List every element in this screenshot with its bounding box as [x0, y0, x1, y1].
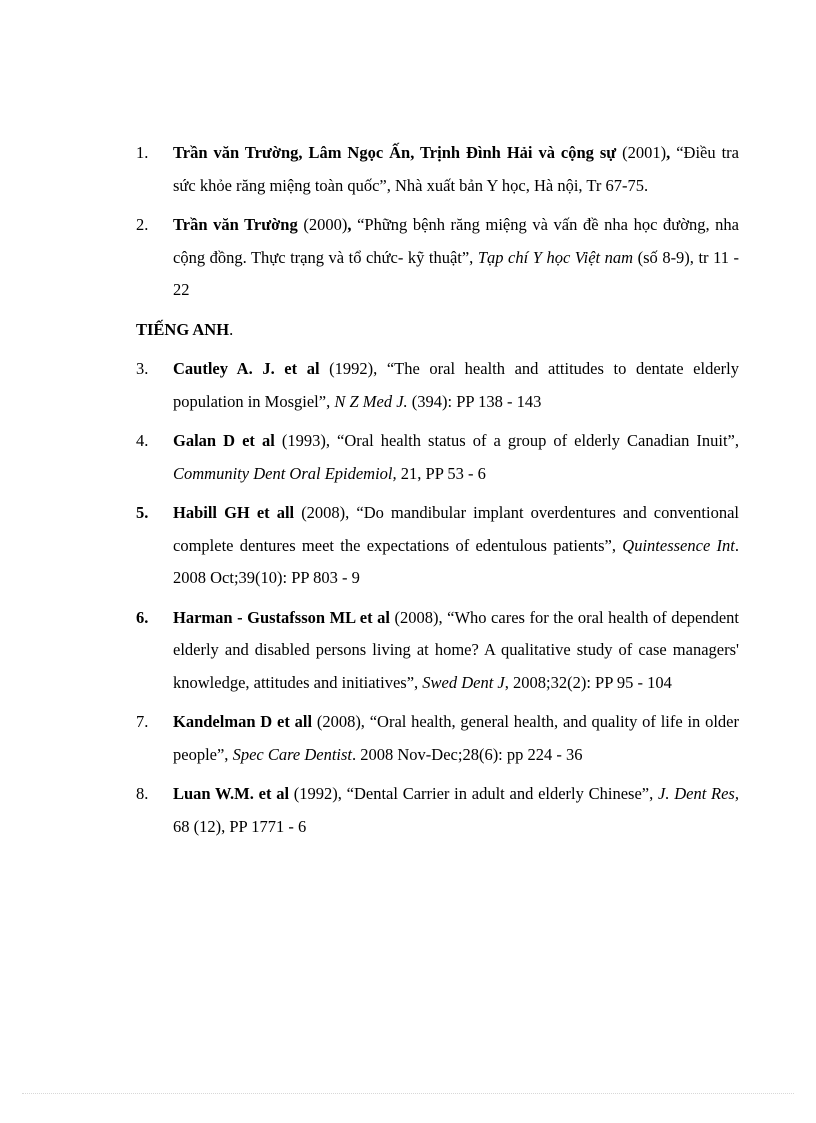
reference-journal: Quintessence Int	[622, 535, 735, 555]
reference-item	[136, 778, 739, 843]
reference-authors: Trần văn Trường	[173, 215, 298, 234]
section-heading	[136, 314, 739, 347]
reference-title: (1993), “Oral health status of a group of elderly Canadian Inuit”,	[274, 431, 739, 450]
reference-number: 3.	[136, 359, 149, 378]
reference-number: 2.	[136, 215, 149, 234]
reference-item	[136, 497, 739, 595]
reference-comma: ,	[666, 143, 671, 162]
reference-journal: Tạp chí Y học Việt nam	[477, 247, 634, 267]
reference-authors: Harman - Gustafsson ML et al	[173, 607, 390, 627]
reference-year: (2000)	[297, 215, 348, 234]
reference-item	[136, 706, 739, 771]
reference-authors: Trần văn Trường, Lâm Ngọc Ấn, Trịnh Đình Hải và cộng sự	[173, 143, 617, 162]
reference-year: (2001)	[616, 143, 667, 162]
reference-journal: N Z Med J.	[334, 391, 408, 411]
reference-journal: Swed Dent J	[422, 672, 505, 692]
reference-details: . 2008 Oct;39(10): PP 803 - 9	[173, 535, 739, 587]
reference-list	[136, 137, 739, 850]
section-heading-dot: .	[229, 319, 234, 339]
reference-title: “Phững bệnh răng miệng và vấn đề nha học đường, nha cộng đồng. Thực trạng và tổ chức- kỹ thuật”,	[173, 215, 740, 267]
reference-item	[136, 602, 739, 700]
reference-authors: Galan D et al	[173, 431, 275, 450]
reference-journal: Community Dent Oral Epidemiol,	[173, 463, 397, 483]
section-heading-text: TIẾNG ANH	[136, 319, 230, 339]
reference-number: 1.	[136, 143, 149, 162]
reference-authors: Luan W.M. et al	[173, 784, 290, 803]
reference-item	[136, 137, 739, 202]
reference-number: 7.	[136, 712, 149, 731]
reference-title: (2008), “Do mandibular implant overdentures and conventional complete dentures meet the expectations of edentulous patients”,	[173, 503, 740, 555]
reference-authors: Kandelman D et all	[173, 712, 313, 731]
reference-number: 5.	[136, 503, 149, 522]
reference-title: (1992), “Dental Carrier in adult and elderly Chinese”,	[289, 784, 658, 803]
reference-authors: Habill GH et all	[173, 503, 295, 522]
page-bottom-divider	[22, 1093, 794, 1094]
reference-authors: Cautley A. J. et al	[173, 359, 320, 378]
reference-title: (1992), “The oral health and attitudes to dentate elderly population in Mosgiel”,	[173, 359, 739, 411]
reference-details: 21, PP 53 - 6	[396, 463, 486, 483]
reference-item	[136, 209, 739, 307]
reference-number: 4.	[136, 431, 149, 450]
reference-item	[136, 425, 739, 490]
reference-details: . 2008 Nov-Dec;28(6): pp 224 - 36	[352, 744, 583, 764]
reference-title: “Điều tra sức khỏe răng miệng toàn quốc”, Nhà xuất bản Y học, Hà nội, Tr 67-75.	[173, 143, 739, 195]
reference-details: , 2008;32(2): PP 95 - 104	[504, 672, 672, 692]
reference-details: (394): PP 138 - 143	[407, 391, 542, 411]
reference-item	[136, 353, 739, 418]
reference-journal: Spec Care Dentist	[232, 744, 353, 764]
reference-title: (2008), “Who cares for the oral health of dependent elderly and disabled persons living at home? A qualitative study of case managers' knowledge, attitudes and initiatives”,	[173, 607, 740, 692]
reference-comma: ,	[347, 215, 352, 234]
reference-number: 8.	[136, 784, 149, 803]
reference-journal: J. Dent Res,	[658, 784, 739, 803]
reference-details: (số 8-9), tr 11 - 22	[173, 247, 739, 299]
reference-details: 68 (12), PP 1771 - 6	[173, 816, 307, 836]
reference-title: (2008), “Oral health, general health, and quality of life in older people”,	[173, 712, 739, 764]
reference-number: 6.	[136, 607, 149, 627]
